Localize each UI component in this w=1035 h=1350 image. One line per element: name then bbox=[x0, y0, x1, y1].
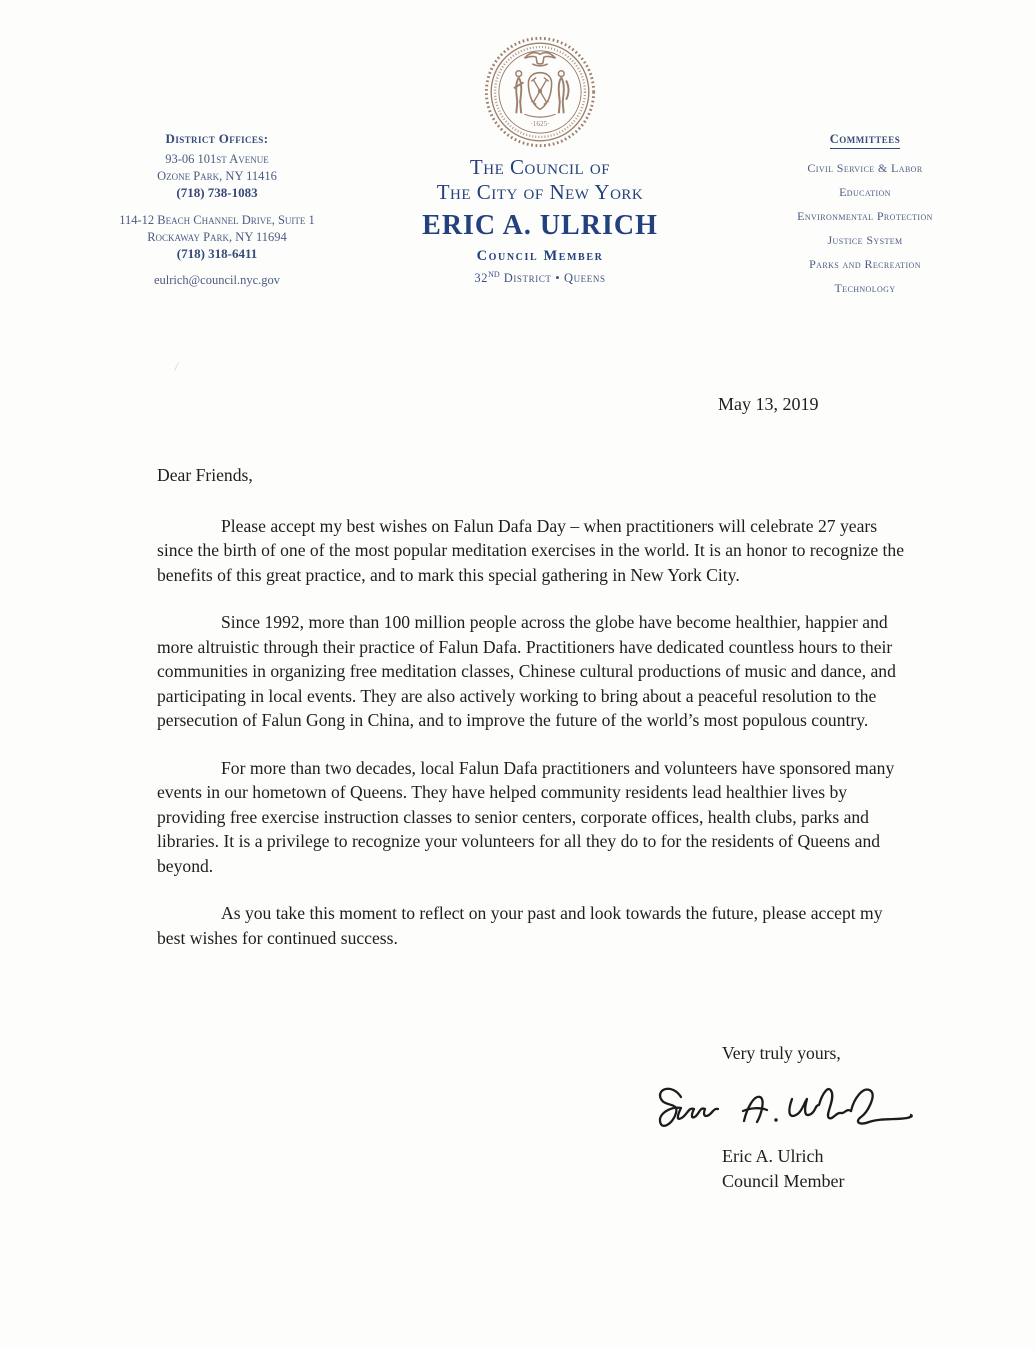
district-offices-block bbox=[88, 131, 346, 288]
committee-item: Education bbox=[839, 185, 891, 199]
letterhead-center-block bbox=[355, 34, 725, 286]
committees-block bbox=[748, 130, 982, 300]
council-email: eulrich@council.nyc.gov bbox=[153, 273, 281, 287]
office1-phone: (718) 738-1083 bbox=[176, 185, 258, 200]
committee-item: Civil Service & Labor bbox=[807, 161, 923, 175]
committee-item: Justice System bbox=[827, 233, 903, 247]
office1-address-line1: 93-06 101st Avenue bbox=[165, 152, 269, 166]
signature-title: Council Member bbox=[722, 1171, 845, 1191]
org-name-line2: The City of New York bbox=[436, 180, 644, 204]
seal-year: ·1625· bbox=[530, 119, 550, 128]
signature-name: Eric A. Ulrich bbox=[722, 1146, 824, 1166]
office2-address-line1: 114-12 Beach Channel Drive, Suite 1 bbox=[119, 213, 315, 227]
district-rest: District • Queens bbox=[503, 271, 606, 286]
signature-handwriting bbox=[648, 1070, 920, 1155]
nyc-seal-icon bbox=[482, 34, 598, 150]
scan-artifact bbox=[174, 362, 179, 371]
office1-address-line2: Ozone Park, NY 11416 bbox=[157, 168, 277, 183]
office2-phone: (718) 318-6411 bbox=[176, 246, 258, 261]
district-offices-title: District Offices: bbox=[165, 131, 269, 146]
paragraph-4: As you take this moment to reflect on your past and look towards the future, please accept my best wishes for continued success. bbox=[157, 903, 883, 948]
committees-title: Committees bbox=[830, 132, 901, 149]
closing-phrase: Very truly yours, bbox=[722, 1043, 841, 1063]
paragraph-3: For more than two decades, local Falun Dafa practitioners and volunteers have sponsored many events in our hometown of Queens. They have helped community residents lead healthier lives by providing free exercise instruction classes to senior centers, corporate offices, health clubs, parks and libraries. It is a privilege to recognize your volunteers for all they do to for the residents of Queens and beyond. bbox=[157, 757, 895, 876]
committee-item: Environmental Protection bbox=[797, 209, 933, 223]
district-ordinal-suffix: ND bbox=[488, 270, 500, 279]
office2-address-line2: Rockaway Park, NY 11694 bbox=[147, 229, 287, 244]
letter-body bbox=[157, 463, 912, 973]
paragraph-1: Please accept my best wishes on Falun Dafa Day – when practitioners will celebrate 27 years since the birth of one of the most popular meditation exercises in the world. It is an honor to recognize the benefits of this great practice, and to mark this special gathering in New York City. bbox=[157, 515, 905, 585]
salutation: Dear Friends, bbox=[157, 465, 253, 485]
paragraph-2: Since 1992, more than 100 million people across the globe have become healthier, happier and more altruistic through their practice of Falun Dafa. Practitioners have dedicated countless hours to their communities in organizing free meditation classes, Chinese cultural productions of music and dance, and participating in local events. They are also actively working to bring about a peaceful resolution to the persecution of Falun Gong in China, and to improve the future of the world’s most populous country. bbox=[157, 612, 896, 730]
district-number: 32 bbox=[474, 271, 489, 286]
org-name-line1: The Council of bbox=[469, 155, 611, 179]
council-member-name: ERIC A. ULRICH bbox=[422, 210, 658, 241]
committee-item: Parks and Recreation bbox=[809, 257, 921, 271]
letter-date: May 13, 2019 bbox=[718, 394, 819, 414]
signature-block bbox=[722, 1144, 844, 1194]
council-member-title: Council Member bbox=[476, 248, 604, 264]
committee-list bbox=[748, 156, 982, 300]
district-line bbox=[355, 270, 725, 286]
committee-item: Technology bbox=[834, 281, 896, 295]
